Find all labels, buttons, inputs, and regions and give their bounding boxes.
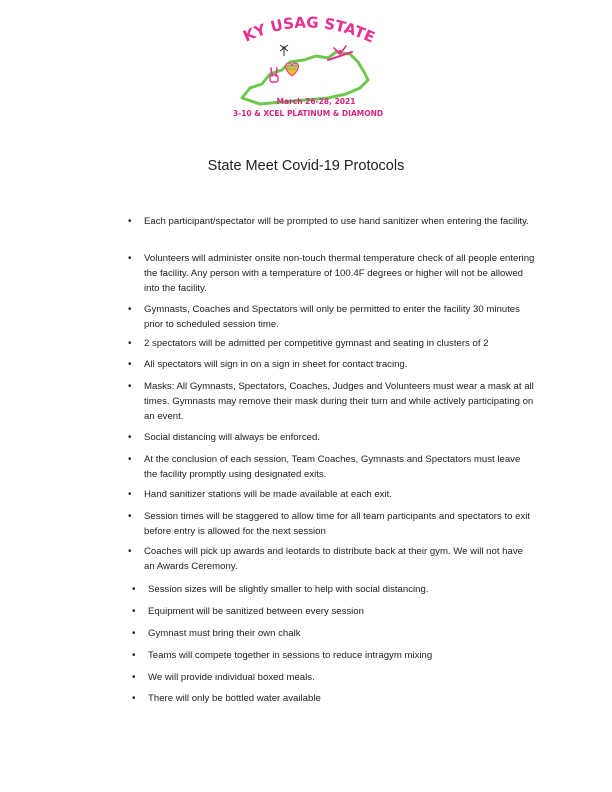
bullet-icon: •: [132, 693, 136, 704]
list-item: • Gymnast must bring their own chalk: [132, 628, 301, 639]
bullet-icon: •: [128, 454, 132, 465]
list-item: • Equipment will be sanitized between every session: [132, 606, 364, 617]
leaping-gymnast-icon: [328, 46, 352, 60]
list-item: • All spectators will sign in on a sign in sheet for contact tracing.: [128, 359, 408, 370]
bullet-icon: •: [132, 650, 136, 661]
logo-title: KY USAG STATE: [240, 14, 378, 47]
list-item: • At the conclusion of each session, Team Coaches, Gymnasts and Spectators must leave the facility promptly using designated exits.: [128, 454, 521, 480]
list-item: • Each participant/spectator will be prompted to use hand sanitizer when entering the facility.: [128, 216, 529, 227]
bullet-icon: •: [132, 672, 136, 683]
bullet-icon: •: [132, 606, 136, 617]
bullet-icon: •: [128, 432, 132, 443]
bullet-icon: •: [128, 253, 132, 264]
list-item: • Volunteers will administer onsite non-touch thermal temperature check of all people entering the facility. Any person with a temperature of 100.4F degrees or higher will not be allowed into the facility.: [128, 253, 535, 294]
logo-levels-line: 3-10 & XCEL PLATINUM & DIAMOND: [232, 109, 384, 118]
gymnast-figure-icon: [280, 45, 288, 56]
bullet-icon: •: [132, 628, 136, 639]
list-item: • There will only be bottled water available: [132, 693, 321, 704]
bullet-icon: •: [128, 359, 132, 370]
bullet-icon: •: [128, 216, 132, 227]
list-item: • 2 spectators will be admitted per competitive gymnast and seating in clusters of 2: [128, 338, 489, 349]
peace-hand-icon: [270, 68, 278, 82]
bullet-icon: •: [128, 546, 132, 557]
list-item: • Masks: All Gymnasts, Spectators, Coaches, Judges and Volunteers must wear a mask at all times. Gymnasts may remove their mask during their turn and while actively participating on an event.: [128, 381, 534, 422]
page-title: State Meet Covid-19 Protocols: [207, 158, 405, 174]
bullet-icon: •: [128, 511, 132, 522]
list-item: • Gymnasts, Coaches and Spectators will only be permitted to enter the facility 30 minutes prior to scheduled session time.: [128, 304, 520, 330]
state-meet-logo: [232, 14, 384, 126]
list-item: • Coaches will pick up awards and leotards to distribute back at their gym. We will not have an Awards Ceremony.: [128, 546, 523, 572]
bullet-icon: •: [128, 338, 132, 349]
bullet-icon: •: [128, 381, 132, 392]
list-item: • We will provide individual boxed meals.: [132, 672, 315, 683]
list-item: • Social distancing will always be enforced.: [128, 432, 320, 443]
bullet-icon: •: [128, 489, 132, 500]
bullet-icon: •: [128, 304, 132, 315]
list-item: • Teams will compete together in sessions to reduce intragym mixing: [132, 650, 433, 661]
bullet-icon: •: [132, 584, 136, 595]
rainbow-heart-icon: [286, 63, 299, 76]
list-item: • Hand sanitizer stations will be made available at each exit.: [128, 489, 392, 500]
list-item: • Session times will be staggered to allow time for all team participants and spectators to exit before entry is allowed for the next session: [128, 511, 531, 537]
list-item: • Session sizes will be slightly smaller to help with social distancing.: [132, 584, 429, 595]
logo-date-line: March 26-28, 2021: [276, 97, 356, 106]
